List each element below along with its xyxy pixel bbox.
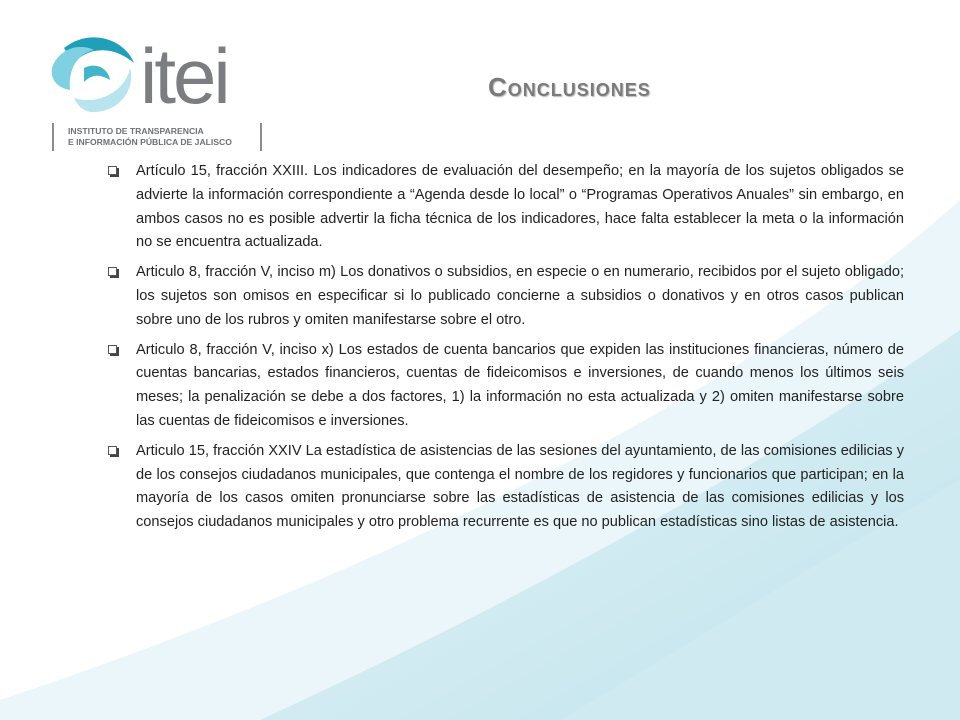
logo-wordmark: itei: [140, 32, 228, 120]
itei-logo: [44, 26, 264, 156]
conclusions-list: [108, 160, 904, 541]
square-bullet-icon: [108, 267, 117, 276]
page-title: Conclusiones: [488, 72, 651, 102]
list-item-text: Articulo 15, fracción XXIV La estadística de asistencias de las sesiones del ayuntamiento, de las comisiones edilicias y de los consejos ciudadanos municipales, que contenga el nombre de los regidores y funcionarios que participan; en la mayoría de los casos omiten pronunciarse sobre las estadísticas de asistencia de las comisiones edilicias y los consejos ciudadanos municipales y otro problema recurrente es que no publican estadísticas sino listas de asistencia.: [136, 442, 904, 531]
list-item-text: Articulo 8, fracción V, inciso m) Los donativos o subsidios, en especie o en numerario, recibidos por el sujeto obligado; los sujetos son omisos en especificar si lo publicado concierne a subsidios o donativos y en otros casos publican sobre uno de los rubros y omiten manifestarse sobre el otro.: [136, 264, 904, 328]
square-bullet-icon: [108, 446, 117, 455]
list-item-text: Artículo 15, fracción XXIII. Los indicadores de evaluación del desempeño; en la mayoría de los sujetos obligados se advierte la información correspondiente a “Agenda desde lo local” o “Programas Operativos Anuales” sin embargo, en ambos casos no es posible advertir la ficha técnica de los indicadores, hace falta establecer la meta o la información no se encuentra actualizada.: [136, 163, 904, 251]
logo-subtitle-line2: E INFORMACIÓN PÚBLICA DE JALISCO: [68, 137, 232, 147]
list-item: [108, 440, 904, 535]
square-bullet-icon: [108, 166, 117, 175]
list-item-text: Articulo 8, fracción V, inciso x) Los estados de cuenta bancarios que expiden las instituciones financieras, número de cuentas bancarias, estados financieros, cuentas de fideicomisos e inversiones, de cuando menos los últimos seis meses; la penalización se debe a dos factores, 1) la información no esta actualizada y 2) omiten manifestarse sobre las cuentas de fideicomisos e inversiones.: [136, 341, 904, 429]
list-item: [108, 339, 904, 434]
logo-subtitle: [52, 123, 262, 151]
list-item: [108, 261, 904, 332]
logo-subtitle-line1: INSTITUTO DE TRANSPARENCIA: [68, 126, 204, 136]
list-item: [108, 160, 904, 255]
square-bullet-icon: [108, 345, 117, 354]
logo-swirl-icon: [44, 28, 144, 118]
